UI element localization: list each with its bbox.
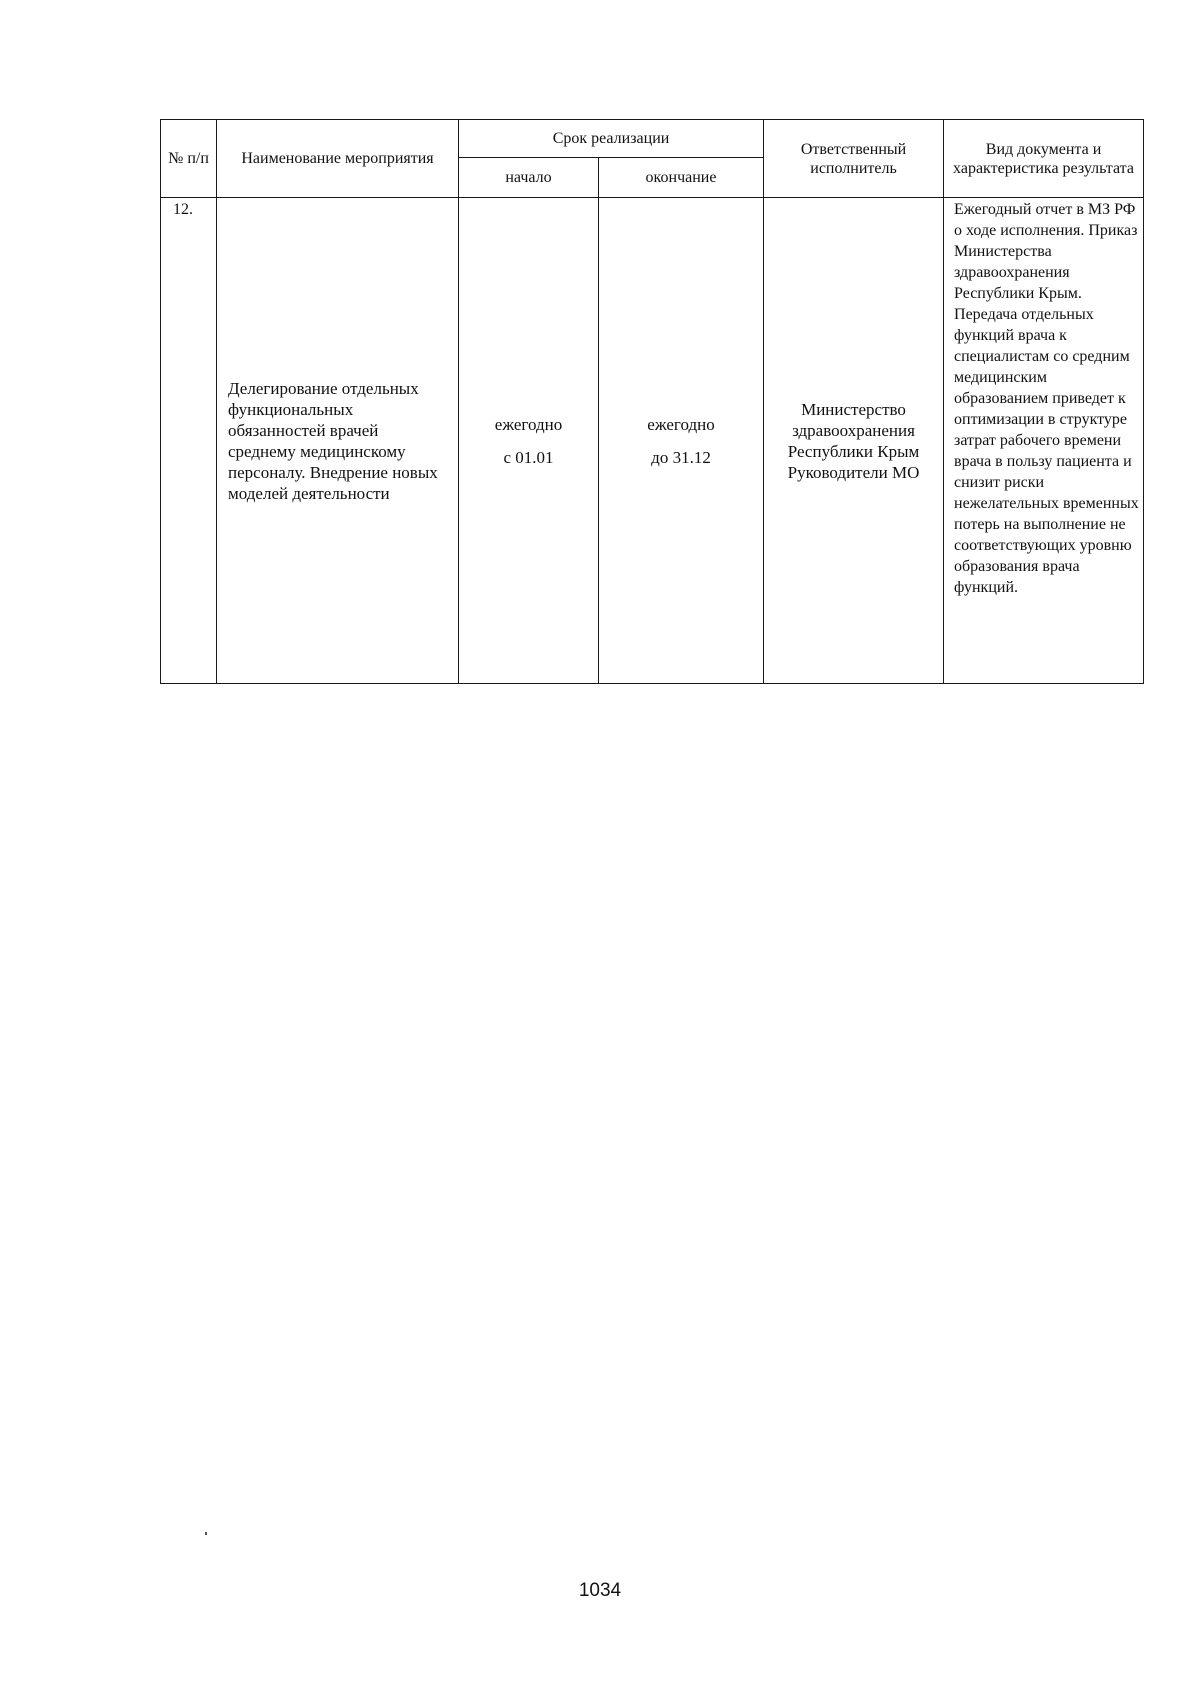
row-activity-name: Делегирование отдельных функциональных обязанностей врачей среднему медицинскому персоналу. Внедрение новых моделей деятельности <box>217 198 459 684</box>
header-activity-name: Наименование мероприятия <box>217 120 459 198</box>
end-date: до 31.12 <box>651 447 711 467</box>
start-date: с 01.01 <box>503 447 554 467</box>
row-number: 12. <box>161 198 217 684</box>
header-implementation-period: Срок реализации <box>459 120 764 158</box>
header-result: Вид документа и характеристика результата <box>944 120 1144 198</box>
row-start <box>459 198 599 684</box>
row-result: Ежегодный отчет в МЗ РФ о ходе исполнения. Приказ Министерства здравоохранения Республики Крым. Передача отдельных функций врача к специалистам со средним медицинским образованием приведет к оптимизации в структуре затрат рабочего времени врача в пользу пациента и снизит риски нежелательных временных потерь на выполнение не соответствующих уровню образования врача функций. <box>944 198 1144 684</box>
header-start: начало <box>459 158 599 198</box>
end-frequency: ежегодно <box>647 414 715 434</box>
header-number: № п/п <box>161 120 217 198</box>
start-frequency: ежегодно <box>494 414 563 434</box>
action-plan-table <box>160 119 1144 684</box>
row-end <box>599 198 764 684</box>
header-end: окончание <box>599 158 764 198</box>
header-responsible: Ответственный исполнитель <box>764 120 944 198</box>
scan-speck <box>205 1532 207 1535</box>
page-number: 1034 <box>578 1580 622 1601</box>
table-row <box>161 198 1144 684</box>
row-responsible: Министерство здравоохранения Республики Крым Руководители МО <box>764 198 944 684</box>
